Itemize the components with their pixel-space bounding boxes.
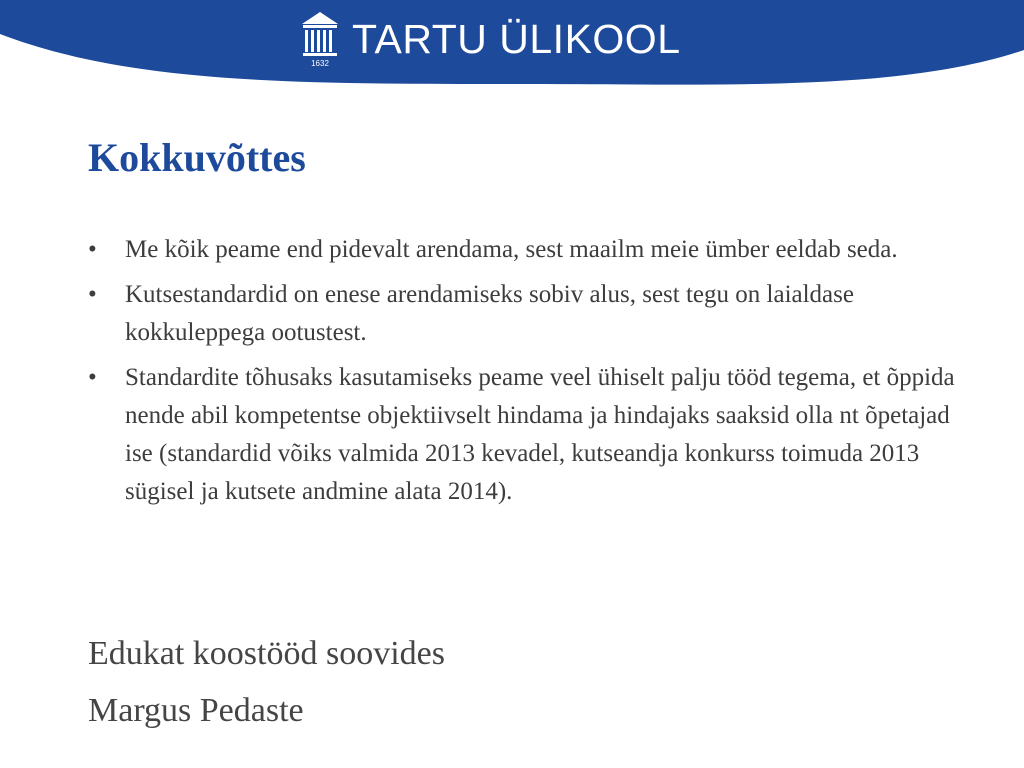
author-name: Margus Pedaste — [88, 692, 304, 729]
bullet-item — [88, 231, 958, 269]
university-logo — [300, 10, 681, 68]
bullet-item — [88, 359, 958, 511]
logo-year: 1632 — [311, 59, 329, 68]
slide-title: Kokkuvõttes — [88, 135, 306, 180]
building-columns-icon — [300, 10, 340, 68]
bullet-marker: • — [88, 281, 97, 308]
logo-wordmark: TARTU ÜLIKOOL — [352, 16, 681, 62]
closing-greeting: Edukat koostööd soovides — [88, 635, 445, 672]
bullet-text: Me kõik peame end pidevalt arendama, sest maailm meie ümber eeldab seda. — [125, 236, 898, 263]
bullet-text: Standardite tõhusaks kasutamiseks peame veel ühiselt palju tööd tegema, et õppida nende abil kompetentse objektiivselt hindama ja hindajaks saaksid olla nt õpetajad ise (standardid võiks valmida 2013 kevadel, kutseandja konkurss toimuda 2013 sügisel ja kutsete andmine alata 2014). — [125, 364, 955, 505]
bullet-text: Kutsestandardid on enese arendamiseks sobiv alus, sest tegu on laialdase kokkuleppega ootustest. — [125, 281, 854, 346]
bullet-marker: • — [88, 236, 97, 263]
bullet-list — [88, 231, 958, 518]
bullet-item — [88, 276, 958, 352]
bullet-marker: • — [88, 364, 97, 391]
